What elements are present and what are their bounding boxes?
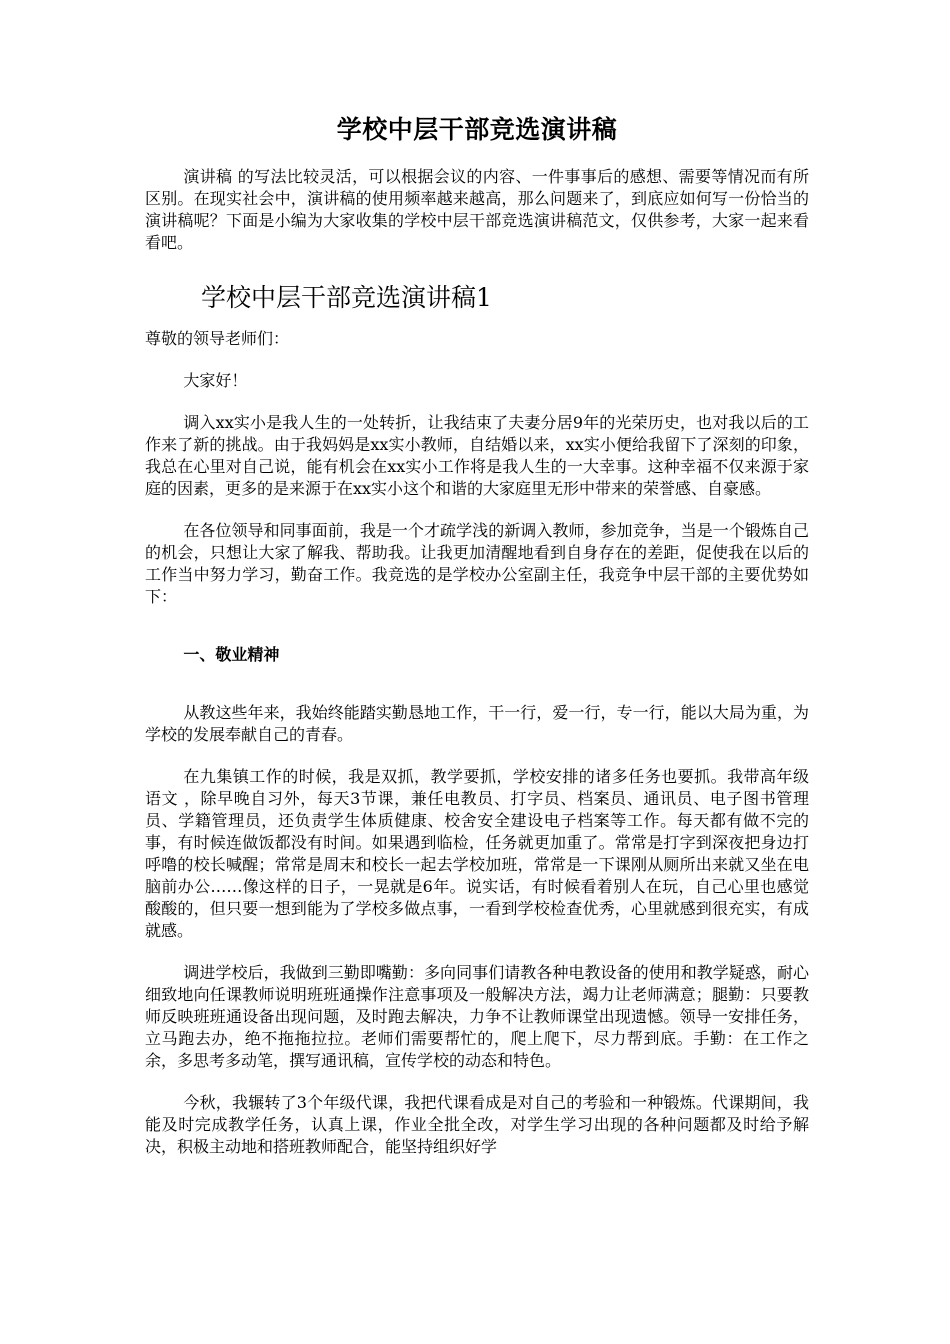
body-paragraph: 调入xx实小是我人生的一处转折，让我结束了夫妻分居9年的光荣历史，也对我以后的工作来了新的挑战。由于我妈妈是xx实小教师，自结婚以来，xx实小便给我留下了深刻的印象，我总在心里对自己说，能有机会在xx实小工作将是我人生的一大幸事。这种幸福不仅来源于家庭的因素，更多的是来源于在xx实小这个和谐的大家庭里无形中带来的荣誉感、自豪感。 (145, 413, 809, 498)
document-body (145, 112, 809, 1158)
section-title: 学校中层干部竞选演讲稿1 (201, 283, 492, 312)
body-paragraph: 今秋，我辗转了3个年级代课，我把代课看成是对自己的考验和一种锻炼。代课期间，我能及时完成教学任务，认真上课，作业全批全改，对学生学习出现的各种问题都及时给予解决，积极主动地和搭班教师配合，能坚持组织好学 (145, 1093, 809, 1156)
spacer (145, 392, 809, 412)
subheading: 一、敬业精神 (183, 645, 280, 664)
body-paragraph: 调进学校后，我做到三勤即嘴勤：多向同事们请教各种电教设备的使用和教学疑惑，耐心细致地向任课教师说明班班通操作注意事项及一般解决方法，竭力让老师满意；腿勤：只要教师反映班班通设备出现问题，及时跑去解决，力争不让教师课堂出现遗憾。领导一安排任务，立马跑去办，绝不拖拖拉拉。老师们需要帮忙的，爬上爬下，尽力帮到底。手勤：在工作之余，多思考多动笔，撰写通讯稿，宣传学校的动态和特色。 (145, 963, 809, 1070)
spacer (145, 1072, 809, 1092)
spacer (145, 350, 809, 370)
spacer (145, 746, 809, 766)
intro-paragraph: 演讲稿 的写法比较灵活，可以根据会议的内容、一件事事后的感想、需要等情况而有所区别。在现实社会中，演讲稿的使用频率越来越高，那么问题来了，到底应如何写一份恰当的演讲稿呢？下面是小编为大家收集的学校中层干部竞选演讲稿范文，仅供参考，大家一起来看看吧。 (145, 167, 809, 252)
spacer (145, 608, 809, 628)
document-title: 学校中层干部竞选演讲稿 (336, 115, 618, 144)
body-paragraph: 在各位领导和同事面前，我是一个才疏学浅的新调入教师，参加竞争，当是一个锻炼自己的机会，只想让大家了解我、帮助我。让我更加清醒地看到自身存在的差距，促使我在以后的工作当中努力学习，勤奋工作。我竞选的是学校办公室副主任，我竞争中层干部的主要优势如下： (145, 521, 809, 606)
spacer (145, 500, 809, 520)
spacer (145, 942, 809, 962)
body-paragraph: 从教这些年来，我始终能踏实勤恳地工作，干一行，爱一行，专一行，能以大局为重，为学校的发展奉献自己的青春。 (145, 703, 809, 744)
body-paragraph: 在九集镇工作的时候，我是双抓，教学要抓，学校安排的诸多任务也要抓。我带高年级 语文 ，除早晚自习外，每天3节课，兼任电教员、打字员、档案员、通讯员、电子图书管理员、学籍管理员，还负责学生体质健康、校舍安全建设电子档案等工作。每天都有做不完的事，有时候连做饭都没有时间。如果遇到临检，任务就更加重了。常常是打字到深夜把身边打呼噜的校长喊醒；常常是周末和校长一起去学校加班，常常是一下课刚从厕所出来就又坐在电脑前办公……像这样的日子，一晃就是6年。说实话，有时候看着别人在玩，自己心里也感觉酸酸的，但只要一想到能为了学校多做点事，一看到学校检查优秀，心里就感到很充实，有成就感。 (145, 767, 809, 940)
spacer (145, 682, 809, 702)
salutation: 尊敬的领导老师们： (145, 329, 290, 348)
greeting: 大家好！ (183, 371, 248, 390)
